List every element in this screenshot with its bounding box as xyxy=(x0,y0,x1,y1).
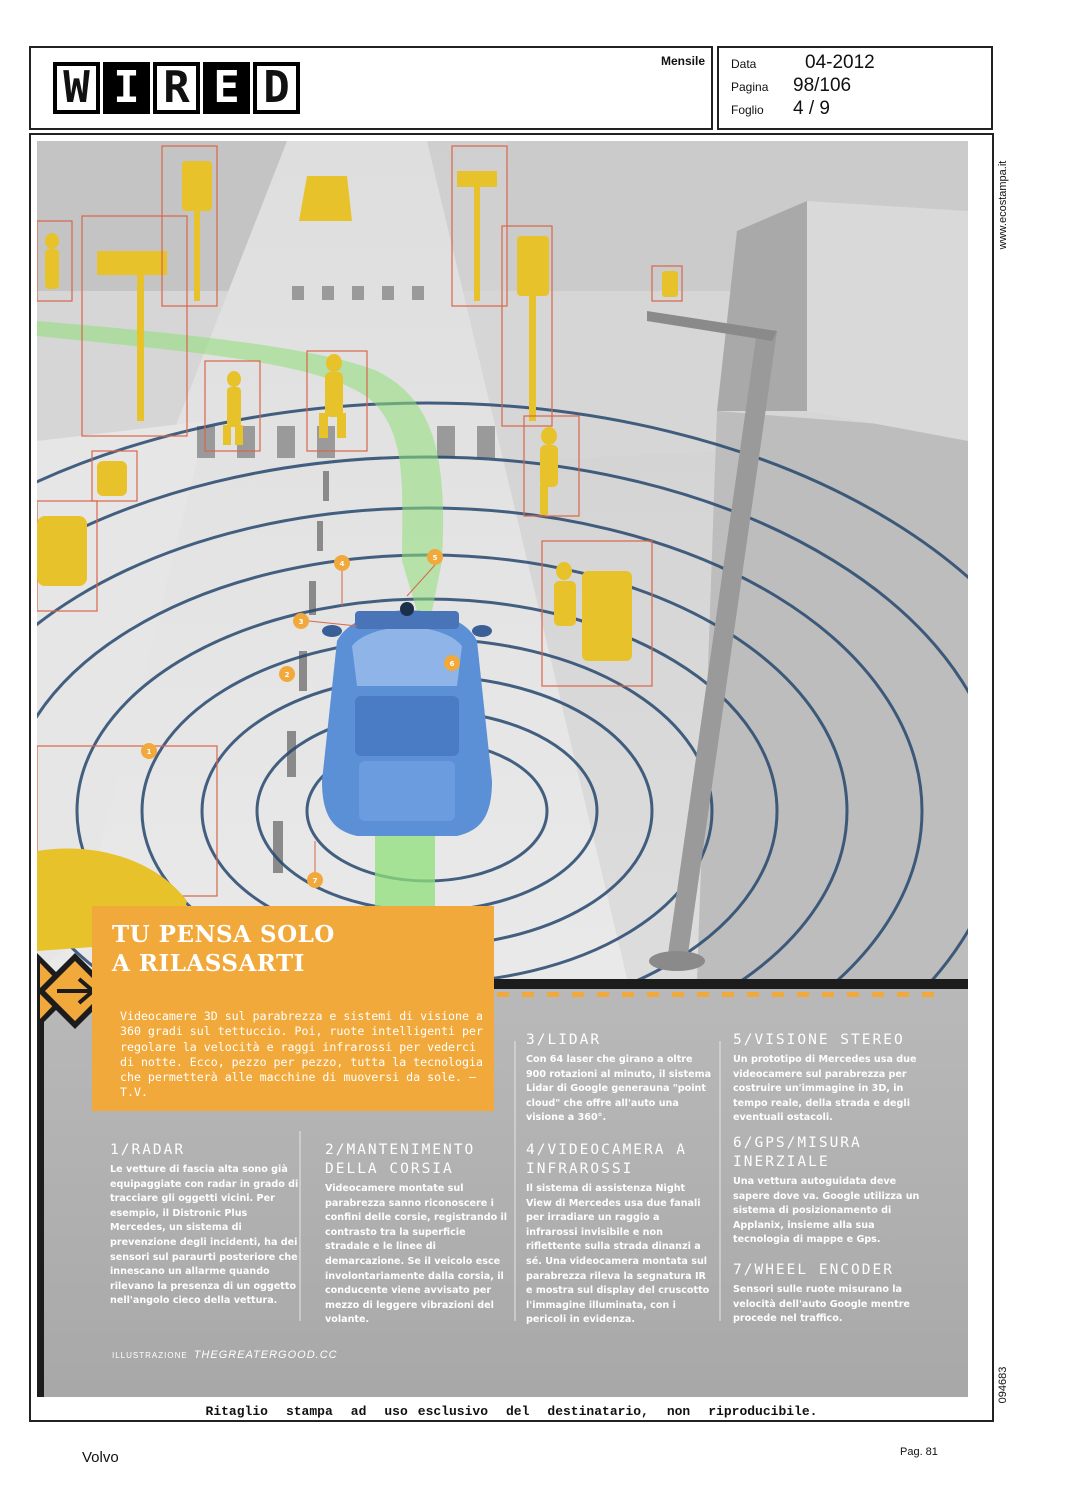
meta-value: 98/106 xyxy=(793,75,852,96)
wired-logo xyxy=(53,62,300,114)
svg-text:3: 3 xyxy=(298,618,304,626)
section-lidar xyxy=(526,1031,712,1126)
section-lane-keeping xyxy=(325,1141,513,1328)
logo-letter: I xyxy=(103,62,150,114)
section-text: Una vettura autoguidata deve sapere dove va. Google utilizza un sistema di posizionamento di Applanix, insieme alla sua tecnologia di mappe e Gps. xyxy=(733,1176,920,1246)
footer-client: Volvo xyxy=(82,1449,119,1466)
meta-page xyxy=(731,75,851,97)
article-intro: Videocamere 3D sul parabrezza e sistemi di visione a 360 gradi sul tettuccio. Poi, ruote intelligenti per regolare la velocità e raggi infrarossi per vederci di notte. Ecco, pezzo per pezzo, tutta la tecnologia che permetterà alle macchine di muoversi da sole. — T.V. xyxy=(120,1009,483,1100)
side-url: www.ecostampa.it xyxy=(997,160,1009,250)
section-text: Videocamere montate sul parabrezza sanno riconoscere i confini delle corsie, registrando il contrasto tra la superficie stradale e le linee di demarcazione. Se il veicolo esce involontariamente dalla corsia, il conducente viene avvisato per mezzo di leggere vibrazioni del volante. xyxy=(325,1183,508,1326)
section-heading: 1/RADAR xyxy=(110,1142,186,1158)
svg-text:4: 4 xyxy=(339,560,345,568)
section-text: Le vetture di fascia alta sono già equipaggiate con radar in grado di tracciare gli oggetti vicini. Per esempio, il Distronic Plus Mercedes, un sistema di prevenzione degli incidenti, ha dei sensori sul paraurti posteriore che innescano un allarme quando rilevano la presenza di un oggetto nell'angolo cieco della vettura. xyxy=(110,1164,299,1307)
credit-label: ILLUSTRAZIONE xyxy=(112,1351,188,1360)
meta-box xyxy=(717,46,993,130)
section-heading: 2/MANTENIMENTO DELLA CORSIA xyxy=(325,1142,476,1177)
section-infrared-camera xyxy=(526,1141,712,1328)
credit-name: THEGREATERGOOD.CC xyxy=(193,1349,338,1361)
svg-text:7: 7 xyxy=(312,877,318,885)
section-heading: 5/VISIONE STEREO xyxy=(733,1032,905,1048)
logo-letter: W xyxy=(53,62,100,114)
section-text: Con 64 laser che girano a oltre 900 rotazioni al minuto, il sistema Lidar di Google generauna "point cloud" che offre all'auto una visione a 360°. xyxy=(526,1054,712,1124)
article-title-line1: TU PENSA SOLO xyxy=(112,921,335,948)
callout-7 xyxy=(307,872,323,888)
autonomous-car xyxy=(322,602,492,836)
logo-letter: E xyxy=(203,62,250,114)
svg-text:1: 1 xyxy=(146,748,152,756)
callout-5 xyxy=(427,549,443,565)
section-heading: 3/LIDAR xyxy=(526,1032,602,1048)
meta-value: 4 / 9 xyxy=(793,98,830,119)
section-text: Sensori sulle ruote misurano la velocità dell'auto Google mentre procede nel traffico. xyxy=(733,1284,910,1325)
headline-box xyxy=(92,906,494,1111)
logo-letter: D xyxy=(253,62,300,114)
meta-sheet xyxy=(731,98,830,120)
clipping-disclaimer: Ritaglio stampa ad uso esclusivo del destinatario, non riproducibile. xyxy=(205,1404,818,1419)
meta-label: Pagina xyxy=(731,80,769,94)
section-heading: 6/GPS/MISURA INERZIALE xyxy=(733,1135,862,1170)
footer-page-number: Pag. 81 xyxy=(900,1446,938,1458)
svg-text:6: 6 xyxy=(449,660,455,668)
callout-6 xyxy=(444,655,460,671)
section-wheel-encoder xyxy=(733,1261,923,1327)
callout-1 xyxy=(141,743,157,759)
section-text: Un prototipo di Mercedes usa due videocamere sul parabrezza per costruire un'immagine in 3D, in tempo reale, della strada e degli eventuali ostacoli. xyxy=(733,1054,917,1124)
callout-2 xyxy=(279,666,295,682)
side-code: 094683 xyxy=(997,1366,1009,1404)
section-stereo-vision xyxy=(733,1031,923,1126)
meta-label: Foglio xyxy=(731,103,764,117)
section-gps xyxy=(733,1134,923,1248)
illustration-credit xyxy=(112,1349,338,1361)
callout-4 xyxy=(334,555,350,571)
meta-label: Data xyxy=(731,57,757,71)
masthead-box xyxy=(29,46,713,130)
section-heading: 7/WHEEL ENCODER xyxy=(733,1262,894,1278)
section-text: Il sistema di assistenza Night View di Mercedes usa due fanali per irradiare un raggio a infrarossi invisibile e non riflettente sulla strada dinanzi a sé. Una videocamera montata sul parabrezza rileva la segnatura IR e mostra sul display del cruscotto l'immagine illuminata, con i pericoli in evidenza. xyxy=(526,1183,710,1326)
article-title xyxy=(112,920,492,978)
frequency-label: Mensile xyxy=(660,54,705,68)
callout-3 xyxy=(293,613,309,629)
section-radar xyxy=(110,1141,300,1309)
meta-date xyxy=(731,52,875,74)
svg-text:2: 2 xyxy=(284,671,290,679)
article-illustration xyxy=(37,141,968,1397)
logo-letter: R xyxy=(153,62,200,114)
svg-text:5: 5 xyxy=(432,554,438,562)
section-heading: 4/VIDEOCAMERA A INFRAROSSI xyxy=(526,1142,687,1177)
meta-value: 04-2012 xyxy=(805,52,875,73)
article-title-line2: A RILASSARTI xyxy=(112,950,305,977)
